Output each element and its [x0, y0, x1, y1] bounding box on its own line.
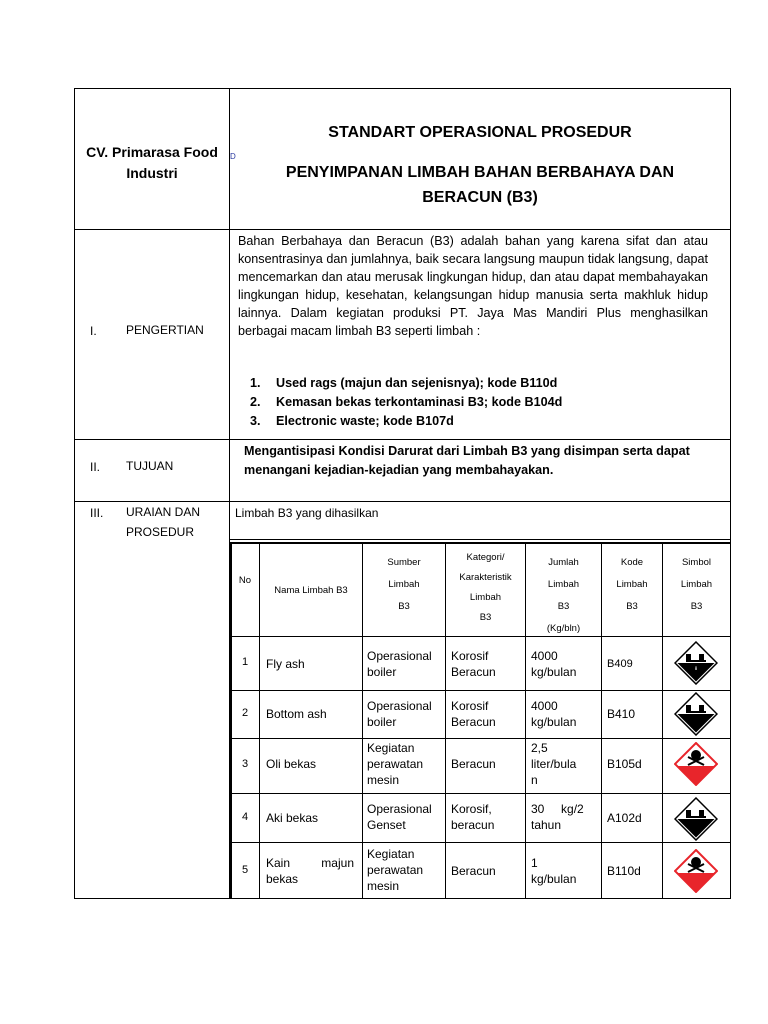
- list-item: 3. Electronic waste; kode B107d: [250, 414, 454, 428]
- row-no: 4: [241, 811, 249, 823]
- document-subtitle: PENYIMPANAN LIMBAH BAHAN BERBAHAYA DAN BERACUN (B3): [285, 164, 675, 206]
- row-no: 1: [241, 656, 249, 668]
- section-label-uraian-1: URAIAN DAN: [126, 505, 201, 519]
- row-kode: B410: [607, 707, 636, 721]
- toxic-symbol-icon: [674, 742, 718, 786]
- header-nama: Nama Limbah B3: [274, 585, 348, 596]
- header-sumber: Sumber Limbah B3: [387, 557, 421, 612]
- row-jumlah: 4000 kg/bulan: [531, 649, 577, 679]
- limbah-list: [250, 374, 710, 431]
- section-label-pengertian: PENGERTIAN: [126, 323, 204, 337]
- row-sumber: Operasional boiler: [367, 699, 432, 729]
- section-number-tujuan: II.: [90, 460, 101, 474]
- header-no: No: [238, 575, 252, 586]
- section-label-uraian-2: PROSEDUR: [126, 525, 195, 539]
- list-item: 2. Kemasan bekas terkontaminasi B3; kode B104d: [250, 395, 563, 409]
- section-label-tujuan: TUJUAN: [126, 459, 174, 473]
- row-jumlah: 2,5 liter/bula n: [531, 741, 577, 787]
- row-no: 2: [241, 707, 249, 719]
- corrosive-symbol-icon: [674, 692, 718, 736]
- row-kategori: Beracun: [451, 864, 496, 878]
- row-kategori: Korosif Beracun: [451, 699, 496, 729]
- header-mark: D: [230, 152, 236, 161]
- row-nama: Kain majun bekas: [266, 856, 354, 886]
- company-name: CV. Primarasa Food Industri: [86, 144, 218, 181]
- row-nama: Aki bekas: [266, 811, 319, 825]
- corrosive-symbol-icon: [674, 641, 718, 685]
- pengertian-paragraph: Bahan Berbahaya dan Beracun (B3) adalah bahan yang karena sifat dan atau konsentrasinya dan jumlahnya, baik secara langsung maupun tidak langsung, dapat mencemarkan dan atau merusak lingkungan hidup, dan atau dapat membahayakan lingkungan hidup, kesehatan, kelangsungan hidup manusia serta makhluk hidup lainnya. Dalam kegiatan produksi PT. Jaya Mas Mandiri Plus menghasilkan berbagai macam limbah B3 seperti limbah :: [238, 234, 708, 338]
- row-sumber: Kegiatan perawatan mesin: [367, 847, 424, 893]
- row-jumlah: 4000 kg/bulan: [531, 699, 577, 729]
- row-nama: Fly ash: [266, 657, 305, 671]
- header-jumlah: Jumlah Limbah B3 (Kg/bln): [546, 557, 581, 634]
- section-number-uraian: III.: [90, 506, 104, 520]
- row-no: 5: [241, 864, 249, 876]
- tujuan-text: Mengantisipasi Kondisi Darurat dari Limbah B3 yang disimpan serta dapat menangani kejadian-kejadian yang membahayakan.: [244, 444, 690, 477]
- row-kode: A102d: [607, 811, 642, 825]
- row-no: 3: [241, 758, 249, 770]
- row-sumber: Operasional Genset: [367, 802, 432, 832]
- header-simbol: Simbol Limbah B3: [680, 557, 713, 612]
- row-kategori: Beracun: [451, 757, 496, 771]
- list-item: 1. Used rags (majun dan sejenisnya); kode B110d: [250, 376, 558, 390]
- svg-text:8: 8: [694, 666, 698, 671]
- header-kategori: Kategori/ Karakteristik Limbah B3: [459, 552, 512, 623]
- row-sumber: Kegiatan perawatan mesin: [367, 741, 424, 787]
- row-kode: B105d: [607, 757, 642, 771]
- table-subheading: Limbah B3 yang dihasilkan: [235, 506, 379, 520]
- section-number-pengertian: I.: [90, 324, 97, 338]
- row-jumlah: 1 kg/bulan: [531, 856, 577, 886]
- row-nama: Bottom ash: [266, 707, 327, 721]
- row-kategori: Korosif, beracun: [451, 802, 495, 832]
- row-kode: B110d: [607, 864, 641, 878]
- document-title: STANDART OPERASIONAL PROSEDUR: [328, 124, 632, 141]
- toxic-symbol-icon: [674, 849, 718, 893]
- row-kode: B409: [607, 658, 633, 670]
- row-nama: Oli bekas: [266, 757, 317, 771]
- row-sumber: Operasional boiler: [367, 649, 432, 679]
- header-kode: Kode Limbah B3: [616, 557, 648, 612]
- row-jumlah: 30 kg/2 tahun: [531, 802, 584, 832]
- row-kategori: Korosif Beracun: [451, 649, 496, 679]
- corrosive-symbol-icon: [674, 797, 718, 841]
